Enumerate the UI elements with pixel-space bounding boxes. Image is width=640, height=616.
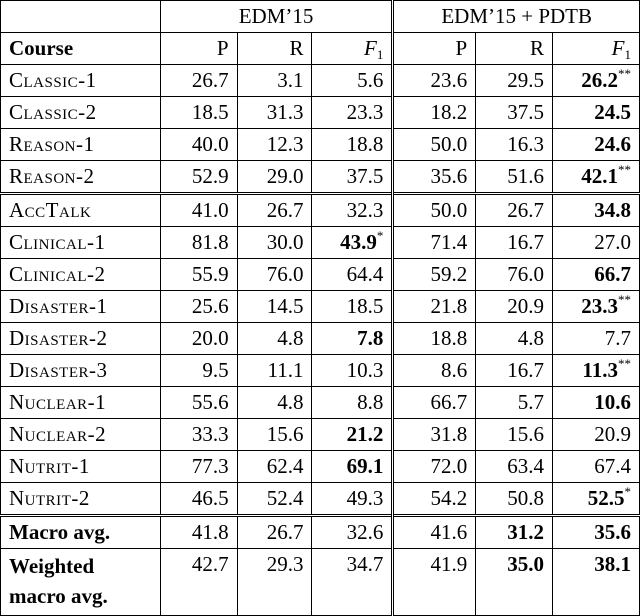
pdtb-recall: 35.0 (476, 549, 553, 616)
table-row (1, 419, 640, 451)
pdtb-recall: 4.8 (476, 323, 553, 355)
edm15-f1: 37.5 (312, 161, 393, 194)
pdtb-f1 (553, 483, 640, 516)
edm15-f1: 69.1 (312, 451, 393, 483)
pdtb-f1: 34.8 (553, 194, 640, 227)
pdtb-recall: 29.5 (476, 65, 553, 97)
table-row (1, 129, 640, 161)
edm15-f1: 18.8 (312, 129, 393, 161)
pdtb-recall: 31.2 (476, 516, 553, 549)
pdtb-recall: 20.9 (476, 291, 553, 323)
pdtb-f1: 66.7 (553, 259, 640, 291)
course-name: AccTalk (1, 194, 161, 227)
pdtb-f1: 24.5 (553, 97, 640, 129)
f1-value: 11.3 (582, 358, 618, 382)
edm15-f1: 21.2 (312, 419, 393, 451)
edm15-recall: 26.7 (237, 516, 312, 549)
pdtb-precision: 41.9 (393, 549, 476, 616)
pdtb-precision: 21.8 (393, 291, 476, 323)
edm15-precision: 41.8 (160, 516, 237, 549)
edm15-f1: 18.5 (312, 291, 393, 323)
summary-label (1, 549, 161, 616)
pdtb-recall: 16.7 (476, 227, 553, 259)
edm15-f1: 23.3 (312, 97, 393, 129)
course-name: Classic-2 (1, 97, 161, 129)
pdtb-precision: 8.6 (393, 355, 476, 387)
edm15-recall: 4.8 (237, 387, 312, 419)
pdtb-f1: 67.4 (553, 451, 640, 483)
course-name: Classic-1 (1, 65, 161, 97)
pdtb-precision: 59.2 (393, 259, 476, 291)
edm15-precision: 77.3 (160, 451, 237, 483)
course-name: Nutrit-2 (1, 483, 161, 516)
significance-marker: * (376, 228, 384, 243)
edm15-precision: 42.7 (160, 549, 237, 616)
edm15-recall: 14.5 (237, 291, 312, 323)
edm15-f1: 49.3 (312, 483, 393, 516)
pdtb-f1: 27.0 (553, 227, 640, 259)
table-row (1, 323, 640, 355)
f1-value: 42.1 (581, 164, 618, 188)
summary-label-line2: macro avg. (9, 584, 108, 608)
table-row (1, 259, 640, 291)
table-row (1, 227, 640, 259)
pdtb-precision: 50.0 (393, 194, 476, 227)
pdtb-f1 (553, 291, 640, 323)
course-name: Nuclear-1 (1, 387, 161, 419)
pdtb-f1: 20.9 (553, 419, 640, 451)
pdtb-f1: 10.6 (553, 387, 640, 419)
significance-marker: ** (618, 356, 631, 371)
pdtb-f1 (553, 355, 640, 387)
table-row (1, 161, 640, 194)
precision-header-pdtb: P (393, 33, 476, 65)
edm15-precision: 81.8 (160, 227, 237, 259)
edm15-precision: 9.5 (160, 355, 237, 387)
significance-marker: ** (618, 162, 631, 177)
pdtb-precision: 71.4 (393, 227, 476, 259)
f1-value: 43.9 (340, 230, 377, 254)
pdtb-f1: 7.7 (553, 323, 640, 355)
pdtb-precision: 54.2 (393, 483, 476, 516)
group-header-edm15: EDM’15 (160, 1, 393, 33)
column-header-row (1, 33, 640, 65)
pdtb-f1 (553, 65, 640, 97)
edm15-precision: 52.9 (160, 161, 237, 194)
f1-value: 52.5 (587, 486, 625, 510)
pdtb-recall: 51.6 (476, 161, 553, 194)
edm15-f1: 10.3 (312, 355, 393, 387)
table-row (1, 387, 640, 419)
edm15-recall: 30.0 (237, 227, 312, 259)
edm15-precision: 18.5 (160, 97, 237, 129)
edm15-recall: 62.4 (237, 451, 312, 483)
pdtb-precision: 31.8 (393, 419, 476, 451)
pdtb-precision: 23.6 (393, 65, 476, 97)
f1-header-edm15 (312, 33, 393, 65)
pdtb-precision: 18.2 (393, 97, 476, 129)
recall-header-edm15: R (237, 33, 312, 65)
significance-marker: ** (618, 66, 631, 81)
f1-letter: F (611, 36, 625, 60)
pdtb-f1: 35.6 (553, 516, 640, 549)
edm15-recall: 29.3 (237, 549, 312, 616)
pdtb-recall: 16.7 (476, 355, 553, 387)
table-row (1, 355, 640, 387)
edm15-recall: 4.8 (237, 323, 312, 355)
table-row (1, 483, 640, 516)
table-row (1, 65, 640, 97)
group-header-edm15-pdtb: EDM’15 + PDTB (393, 1, 640, 33)
edm15-recall: 12.3 (237, 129, 312, 161)
edm15-precision: 26.7 (160, 65, 237, 97)
pdtb-precision: 18.8 (393, 323, 476, 355)
edm15-recall: 26.7 (237, 194, 312, 227)
f1-letter: F (364, 36, 377, 60)
edm15-precision: 41.0 (160, 194, 237, 227)
edm15-f1: 8.8 (312, 387, 393, 419)
edm15-recall: 11.1 (237, 355, 312, 387)
edm15-recall: 3.1 (237, 65, 312, 97)
pdtb-recall: 16.3 (476, 129, 553, 161)
pdtb-recall: 26.7 (476, 194, 553, 227)
summary-label: Macro avg. (1, 516, 161, 549)
course-name: Clinical-2 (1, 259, 161, 291)
edm15-f1: 32.3 (312, 194, 393, 227)
summary-label-line1: Weighted (9, 554, 95, 578)
summary-row-weighted (1, 549, 640, 616)
table-row (1, 97, 640, 129)
edm15-f1: 32.6 (312, 516, 393, 549)
pdtb-recall: 5.7 (476, 387, 553, 419)
course-name: Disaster-2 (1, 323, 161, 355)
edm15-recall: 31.3 (237, 97, 312, 129)
pdtb-recall: 50.8 (476, 483, 553, 516)
edm15-precision: 20.0 (160, 323, 237, 355)
edm15-f1: 5.6 (312, 65, 393, 97)
pdtb-recall: 15.6 (476, 419, 553, 451)
pdtb-f1 (553, 161, 640, 194)
course-name: Nuclear-2 (1, 419, 161, 451)
edm15-precision: 33.3 (160, 419, 237, 451)
significance-marker: * (624, 484, 631, 499)
course-name: Nutrit-1 (1, 451, 161, 483)
precision-header-edm15: P (160, 33, 237, 65)
pdtb-f1: 38.1 (553, 549, 640, 616)
course-name: Reason-1 (1, 129, 161, 161)
course-name: Disaster-1 (1, 291, 161, 323)
pdtb-f1: 24.6 (553, 129, 640, 161)
edm15-f1: 34.7 (312, 549, 393, 616)
course-name: Reason-2 (1, 161, 161, 194)
significance-marker: ** (618, 292, 631, 307)
edm15-recall: 76.0 (237, 259, 312, 291)
course-name: Disaster-3 (1, 355, 161, 387)
table-row (1, 451, 640, 483)
f1-subscript: 1 (376, 47, 384, 62)
pdtb-recall: 37.5 (476, 97, 553, 129)
pdtb-precision: 72.0 (393, 451, 476, 483)
table-row (1, 194, 640, 227)
edm15-recall: 52.4 (237, 483, 312, 516)
table-row (1, 291, 640, 323)
pdtb-recall: 63.4 (476, 451, 553, 483)
pdtb-precision: 66.7 (393, 387, 476, 419)
recall-header-pdtb: R (476, 33, 553, 65)
group-header-row (1, 1, 640, 33)
edm15-recall: 15.6 (237, 419, 312, 451)
header-corner (1, 1, 161, 33)
pdtb-recall: 76.0 (476, 259, 553, 291)
edm15-f1 (312, 227, 393, 259)
summary-row-macro (1, 516, 640, 549)
course-column-header: Course (1, 33, 161, 65)
f1-value: 23.3 (581, 294, 618, 318)
pdtb-precision: 41.6 (393, 516, 476, 549)
f1-value: 26.2 (581, 68, 618, 92)
pdtb-precision: 50.0 (393, 129, 476, 161)
edm15-precision: 55.6 (160, 387, 237, 419)
edm15-recall: 29.0 (237, 161, 312, 194)
course-name: Clinical-1 (1, 227, 161, 259)
edm15-precision: 55.9 (160, 259, 237, 291)
edm15-precision: 40.0 (160, 129, 237, 161)
edm15-precision: 25.6 (160, 291, 237, 323)
f1-subscript: 1 (624, 47, 631, 62)
pdtb-precision: 35.6 (393, 161, 476, 194)
edm15-precision: 46.5 (160, 483, 237, 516)
f1-header-pdtb (553, 33, 640, 65)
edm15-f1: 64.4 (312, 259, 393, 291)
edm15-f1: 7.8 (312, 323, 393, 355)
